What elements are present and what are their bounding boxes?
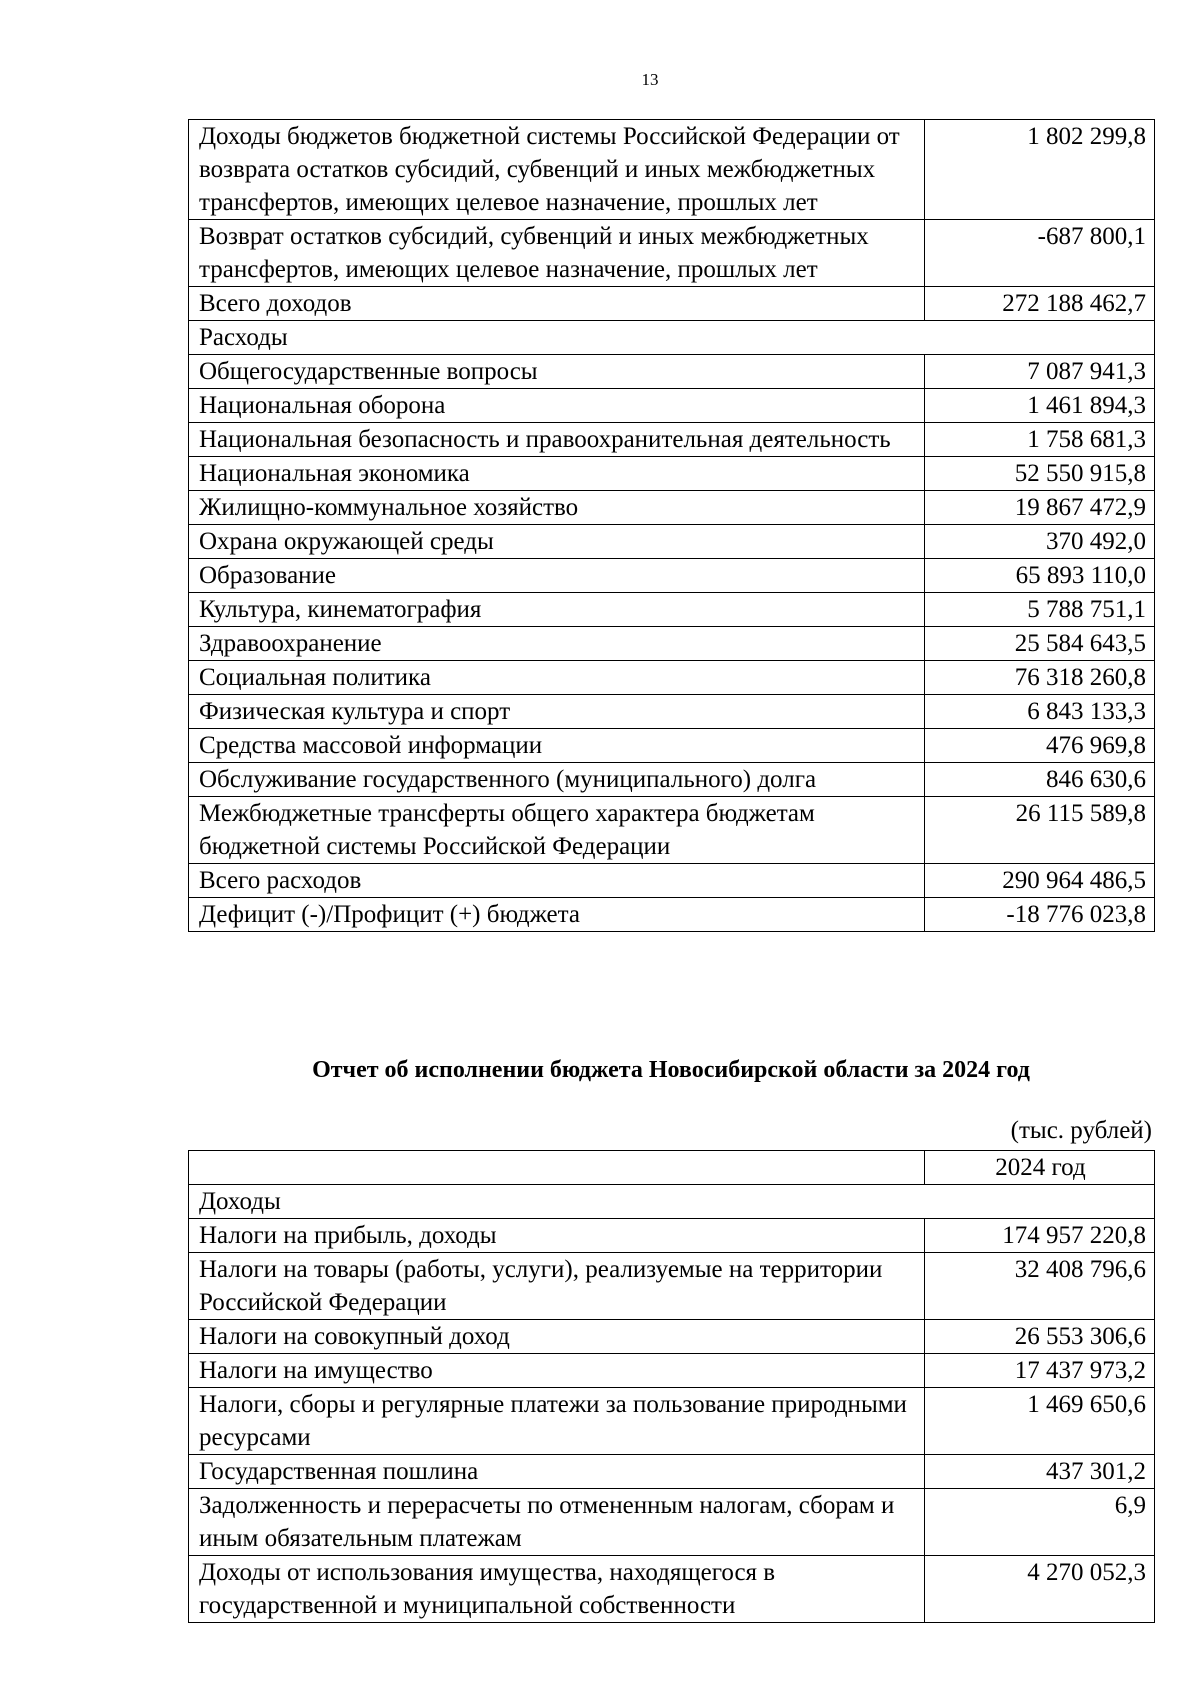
row-label-cell: Образование	[189, 559, 925, 593]
table-row	[189, 864, 1155, 898]
table-row	[189, 457, 1155, 491]
row-label-cell: Охрана окружающей среды	[189, 525, 925, 559]
row-value-cell: 7 087 941,3	[925, 355, 1155, 389]
row-label-cell: Здравоохранение	[189, 627, 925, 661]
row-value-cell: -687 800,1	[925, 220, 1155, 287]
row-value-cell: 1 461 894,3	[925, 389, 1155, 423]
row-label-cell: Национальная оборона	[189, 389, 925, 423]
table-row	[189, 220, 1155, 287]
units-label: (тыс. рублей)	[1010, 1117, 1152, 1144]
row-value-cell: 437 301,2	[925, 1455, 1155, 1489]
table1-body	[189, 120, 1155, 932]
row-label-cell: Налоги, сборы и регулярные платежи за пользование природными ресурсами	[189, 1388, 925, 1455]
budget-execution-table-continued	[188, 119, 1155, 932]
row-value-cell: 476 969,8	[925, 729, 1155, 763]
row-value-cell: 1 802 299,8	[925, 120, 1155, 220]
table-row	[189, 1489, 1155, 1556]
row-label-cell: Национальная экономика	[189, 457, 925, 491]
table-row	[189, 1354, 1155, 1388]
row-label-cell: Всего доходов	[189, 287, 925, 321]
table-row	[189, 491, 1155, 525]
row-value-cell: 17 437 973,2	[925, 1354, 1155, 1388]
header-label-cell	[189, 1151, 925, 1185]
row-value-cell: -18 776 023,8	[925, 898, 1155, 932]
table-row	[189, 423, 1155, 457]
row-label-cell: Обслуживание государственного (муниципального) долга	[189, 763, 925, 797]
table-row	[189, 355, 1155, 389]
row-label-cell: Налоги на прибыль, доходы	[189, 1219, 925, 1253]
row-label-cell: Национальная безопасность и правоохранительная деятельность	[189, 423, 925, 457]
row-value-cell: 272 188 462,7	[925, 287, 1155, 321]
section-row	[189, 321, 1155, 355]
table-header-row	[189, 1151, 1155, 1185]
row-label-cell: Налоги на товары (работы, услуги), реализуемые на территории Российской Федерации	[189, 1253, 925, 1320]
header-year-cell: 2024 год	[925, 1151, 1155, 1185]
budget-execution-table-2024	[188, 1150, 1155, 1623]
row-value-cell: 52 550 915,8	[925, 457, 1155, 491]
row-label-cell: Дефицит (-)/Профицит (+) бюджета	[189, 898, 925, 932]
row-value-cell: 290 964 486,5	[925, 864, 1155, 898]
table-row	[189, 1455, 1155, 1489]
row-label-cell: Задолженность и перерасчеты по отмененным налогам, сборам и иным обязательным платежам	[189, 1489, 925, 1556]
row-value-cell: 1 469 650,6	[925, 1388, 1155, 1455]
row-label-cell: Социальная политика	[189, 661, 925, 695]
row-value-cell: 1 758 681,3	[925, 423, 1155, 457]
table-row	[189, 797, 1155, 864]
table-row	[189, 1219, 1155, 1253]
page-number: 13	[641, 70, 659, 89]
section-row	[189, 1185, 1155, 1219]
row-value-cell: 6,9	[925, 1489, 1155, 1556]
table-row	[189, 525, 1155, 559]
table-row	[189, 695, 1155, 729]
row-label-cell: Жилищно-коммунальное хозяйство	[189, 491, 925, 525]
report-title: Отчет об исполнении бюджета Новосибирской области за 2024 год	[312, 1057, 1030, 1083]
row-value-cell: 26 553 306,6	[925, 1320, 1155, 1354]
table-row	[189, 287, 1155, 321]
row-label-cell: Доходы от использования имущества, находящегося в государственной и муниципальной собственности	[189, 1556, 925, 1623]
row-value-cell: 76 318 260,8	[925, 661, 1155, 695]
row-value-cell: 846 630,6	[925, 763, 1155, 797]
row-value-cell: 25 584 643,5	[925, 627, 1155, 661]
table-row	[189, 120, 1155, 220]
row-value-cell: 5 788 751,1	[925, 593, 1155, 627]
section-label-cell: Расходы	[189, 321, 1155, 355]
row-value-cell: 370 492,0	[925, 525, 1155, 559]
row-label-cell: Государственная пошлина	[189, 1455, 925, 1489]
section-label-cell: Доходы	[189, 1185, 1155, 1219]
row-value-cell: 26 115 589,8	[925, 797, 1155, 864]
table-row	[189, 1556, 1155, 1623]
row-value-cell: 6 843 133,3	[925, 695, 1155, 729]
row-value-cell: 19 867 472,9	[925, 491, 1155, 525]
table-row	[189, 1253, 1155, 1320]
table-row	[189, 389, 1155, 423]
table-row	[189, 559, 1155, 593]
table-row	[189, 898, 1155, 932]
row-label-cell: Налоги на совокупный доход	[189, 1320, 925, 1354]
row-label-cell: Культура, кинематография	[189, 593, 925, 627]
row-label-cell: Средства массовой информации	[189, 729, 925, 763]
row-value-cell: 65 893 110,0	[925, 559, 1155, 593]
row-label-cell: Возврат остатков субсидий, субвенций и иных межбюджетных трансфертов, имеющих целевое назначение, прошлых лет	[189, 220, 925, 287]
row-value-cell: 174 957 220,8	[925, 1219, 1155, 1253]
table-row	[189, 627, 1155, 661]
row-label-cell: Доходы бюджетов бюджетной системы Российской Федерации от возврата остатков субсидий, субвенций и иных межбюджетных трансфертов, имеющих целевое назначение, прошлых лет	[189, 120, 925, 220]
table-row	[189, 593, 1155, 627]
row-label-cell: Налоги на имущество	[189, 1354, 925, 1388]
table-row	[189, 729, 1155, 763]
table-row	[189, 763, 1155, 797]
table-row	[189, 1388, 1155, 1455]
table2-body	[189, 1185, 1155, 1623]
row-label-cell: Межбюджетные трансферты общего характера бюджетам бюджетной системы Российской Федерации	[189, 797, 925, 864]
row-value-cell: 32 408 796,6	[925, 1253, 1155, 1320]
table-row	[189, 1320, 1155, 1354]
row-label-cell: Физическая культура и спорт	[189, 695, 925, 729]
row-value-cell: 4 270 052,3	[925, 1556, 1155, 1623]
row-label-cell: Общегосударственные вопросы	[189, 355, 925, 389]
row-label-cell: Всего расходов	[189, 864, 925, 898]
table-row	[189, 661, 1155, 695]
